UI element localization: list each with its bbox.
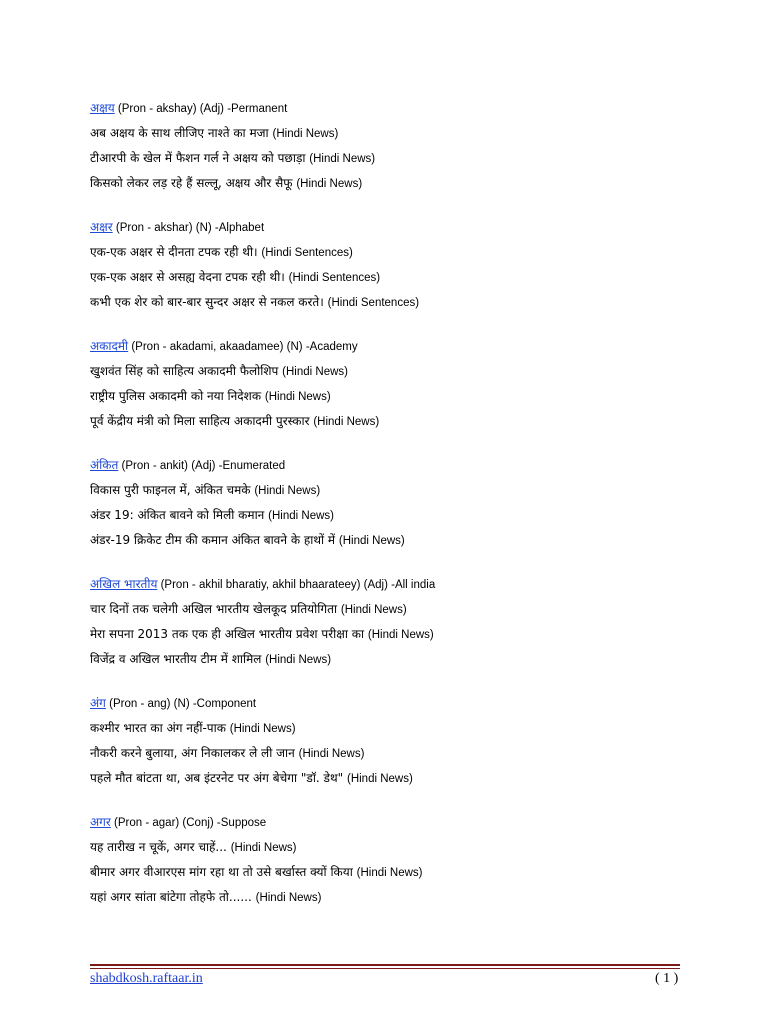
entry <box>90 691 730 791</box>
example-sentence <box>90 359 730 384</box>
example-source: (Hindi Sentences) <box>327 297 420 309</box>
example-source: (Hindi News) <box>268 510 334 522</box>
entry-info: (Pron - akhil bharatiy, akhil bhaarateey) (Adj) -All india <box>157 579 436 591</box>
entry-heading <box>90 572 730 597</box>
entry-word-link[interactable]: अगर <box>90 815 111 829</box>
example-sentence <box>90 171 730 196</box>
example-sentence <box>90 290 730 315</box>
example-source: (Hindi News) <box>265 654 332 666</box>
example-source: (Hindi News) <box>229 723 296 735</box>
example-sentence <box>90 146 730 171</box>
example-text: अब अक्षय के साथ लीजिए नाश्ते का मजा <box>90 126 273 140</box>
entry-heading <box>90 453 730 478</box>
example-sentence <box>90 240 730 265</box>
entry <box>90 453 730 553</box>
entry-info: (Pron - ankit) (Adj) -Enumerated <box>118 460 286 472</box>
entry <box>90 96 730 196</box>
example-sentence <box>90 384 730 409</box>
example-sentence <box>90 622 730 647</box>
example-sentence <box>90 265 730 290</box>
entry <box>90 810 730 910</box>
example-source: (Hindi News) <box>255 892 322 904</box>
example-text: पूर्व केंद्रीय मंत्री को मिला साहित्य अकादमी पुरस्कार <box>90 414 314 428</box>
example-source: (Hindi News) <box>356 867 423 879</box>
entry-info: (Pron - akshar) (N) -Alphabet <box>112 222 265 234</box>
example-source: (Hindi Sentences) <box>288 272 381 284</box>
dictionary-entries <box>90 96 730 929</box>
example-sentence <box>90 478 730 503</box>
example-text: विकास पुरी फाइनल में, अंकित चमके <box>90 483 255 497</box>
entry-word-link[interactable]: अंकित <box>90 458 119 472</box>
entry <box>90 572 730 672</box>
example-text: बीमार अगर वीआरएस मांग रहा था तो उसे बर्खास्त क्यों किया <box>90 865 357 879</box>
page-number: ( 1 ) <box>655 971 679 986</box>
example-source: (Hindi Sentences) <box>261 247 353 259</box>
example-source: (Hindi News) <box>296 178 363 190</box>
example-source: (Hindi News) <box>298 748 365 760</box>
example-text: एक-एक अक्षर से असह्य वेदना टपक रही थी। <box>90 270 289 284</box>
entry-heading <box>90 810 730 835</box>
example-text: एक-एक अक्षर से दीनता टपक रही थी। <box>90 245 262 259</box>
example-source: (Hindi News) <box>346 773 413 785</box>
example-text: कश्मीर भारत का अंग नहीं-पाक <box>90 721 230 735</box>
example-source: (Hindi News) <box>230 842 297 854</box>
example-sentence <box>90 741 730 766</box>
entry-word-link[interactable]: अक्षय <box>90 101 115 115</box>
example-sentence <box>90 409 730 434</box>
entry-info: (Pron - akshay) (Adj) -Permanent <box>114 103 288 115</box>
example-text: अंडर-19 क्रिकेट टीम की कमान अंकित बावने के हाथों में <box>90 533 339 547</box>
example-text: राष्ट्रीय पुलिस अकादमी को नया निदेशक <box>90 389 265 403</box>
example-source: (Hindi News) <box>272 128 339 140</box>
entry-info: (Pron - agar) (Conj) -Suppose <box>110 817 267 829</box>
example-sentence <box>90 528 730 553</box>
example-source: (Hindi News) <box>254 485 321 497</box>
footer-rule-thick <box>90 964 680 966</box>
example-sentence <box>90 121 730 146</box>
example-source: (Hindi News) <box>309 153 376 165</box>
example-text: अंडर 19: अंकित बावने को मिली कमान <box>90 508 269 522</box>
entry-heading <box>90 691 730 716</box>
example-sentence <box>90 597 730 622</box>
example-source: (Hindi News) <box>282 366 348 378</box>
example-text: मेरा सपना 2013 तक एक ही अखिल भारतीय प्रवेश परीक्षा का <box>90 627 368 641</box>
entry-heading <box>90 96 730 121</box>
example-sentence <box>90 647 730 672</box>
example-text: यहां अगर सांता बांटेगा तोहफे तो...... <box>90 890 256 904</box>
entry-word-link[interactable]: अंग <box>90 696 106 710</box>
example-sentence <box>90 835 730 860</box>
example-text: किसको लेकर लड़ रहे हैं सल्लू, अक्षय और सैफू <box>90 176 297 190</box>
footer-site-link[interactable]: shabdkosh.raftaar.in <box>90 971 203 986</box>
entry-heading <box>90 215 730 240</box>
footer-rule-thin <box>90 968 680 969</box>
example-text: कभी एक शेर को बार-बार सुन्दर अक्षर से नकल करते। <box>90 295 328 309</box>
example-sentence <box>90 860 730 885</box>
example-text: टीआरपी के खेल में फैशन गर्ल ने अक्षय को पछाड़ा <box>90 151 310 165</box>
entry <box>90 215 730 315</box>
example-text: चार दिनों तक चलेगी अखिल भारतीय खेलकूद प्रतियोगिता <box>90 602 341 616</box>
example-text: पहले मौत बांटता था, अब इंटरनेट पर अंग बेचेगा "डॉ. डेथ" <box>90 771 347 785</box>
example-sentence <box>90 885 730 910</box>
entry-word-link[interactable]: अखिल भारतीय <box>90 577 158 591</box>
example-sentence <box>90 503 730 528</box>
example-text: नौकरी करने बुलाया, अंग निकालकर ले ली जान <box>90 746 299 760</box>
example-source: (Hindi News) <box>264 391 331 403</box>
entry-info: (Pron - akadami, akaadamee) (N) -Academy <box>128 341 358 353</box>
example-sentence <box>90 716 730 741</box>
example-source: (Hindi News) <box>367 629 434 641</box>
example-source: (Hindi News) <box>340 604 407 616</box>
entry-info: (Pron - ang) (N) -Component <box>105 698 257 710</box>
example-source: (Hindi News) <box>338 535 405 547</box>
entry <box>90 334 730 434</box>
entry-word-link[interactable]: अक्षर <box>90 220 113 234</box>
entry-heading <box>90 334 730 359</box>
example-text: विजेंद्र व अखिल भारतीय टीम में शामिल <box>90 652 266 666</box>
entry-word-link[interactable]: अकादमी <box>90 339 129 353</box>
example-sentence <box>90 766 730 791</box>
example-text: खुशवंत सिंह को साहित्य अकादमी फैलोशिप <box>90 364 283 378</box>
example-text: यह तारीख न चूकें, अगर चाहें... <box>90 840 231 854</box>
example-source: (Hindi News) <box>313 416 380 428</box>
